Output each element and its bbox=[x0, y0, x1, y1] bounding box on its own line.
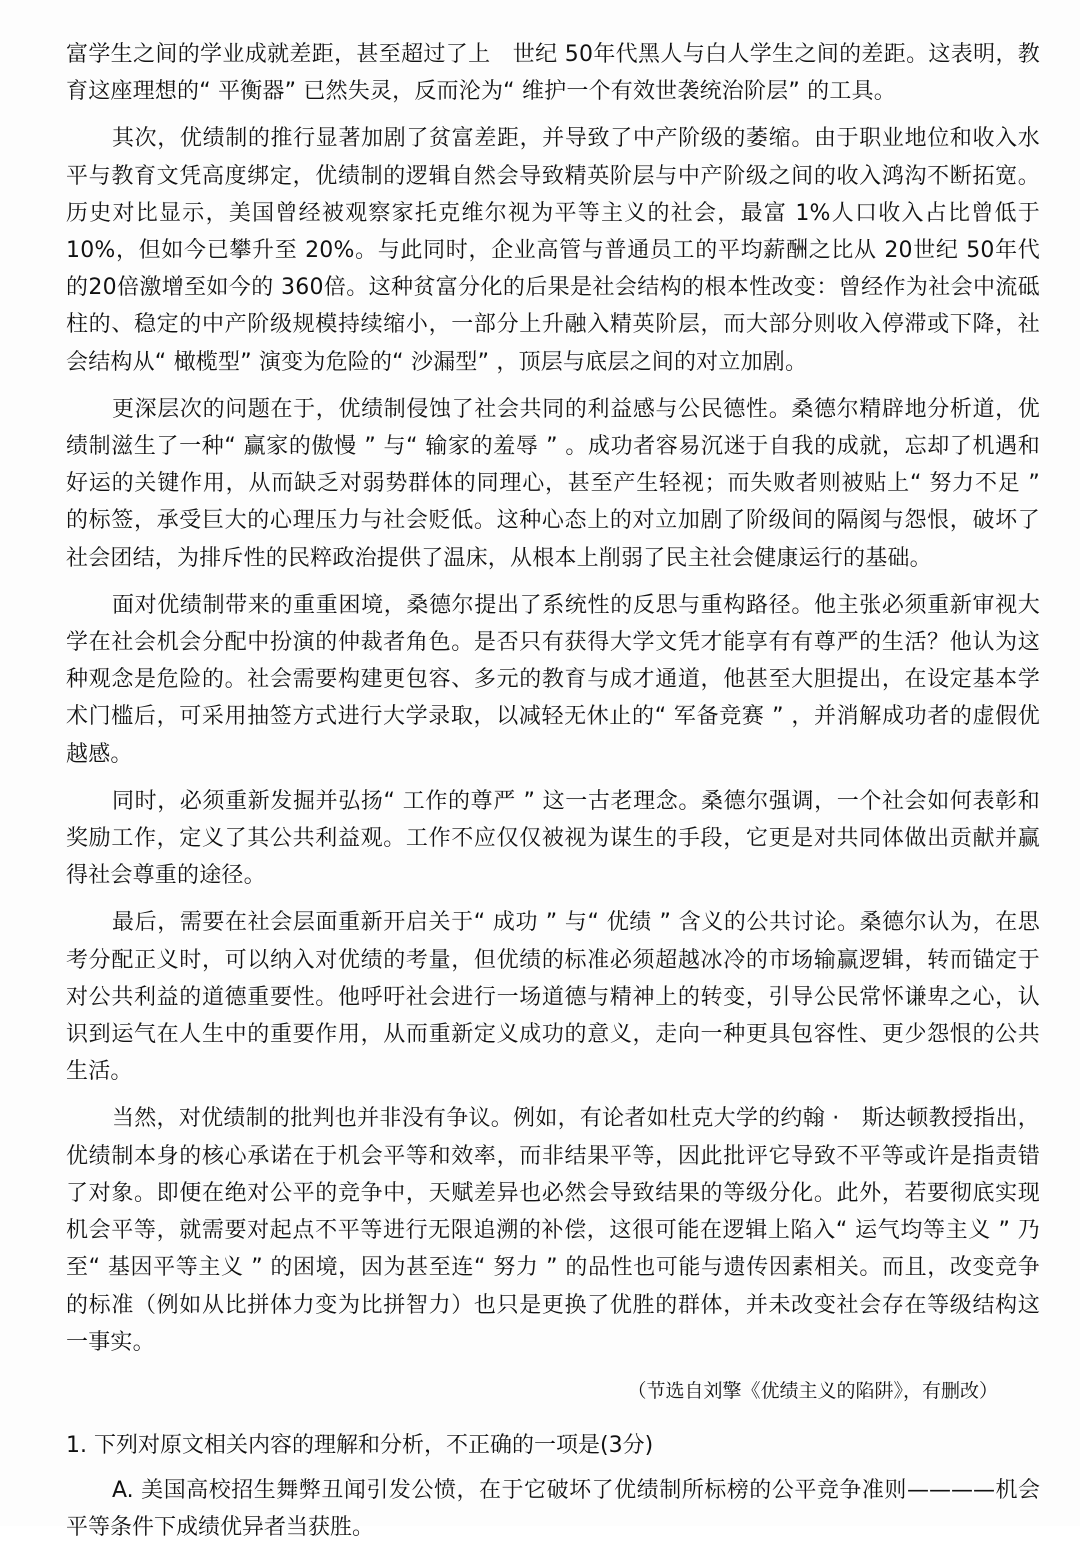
paragraph-1: 富学生之间的学业成就差距，甚至超过了上 世纪 50年代黑人与白人学生之间的差距。这表明，教育这座理想的“ 平衡器” 已然失灵，反而沦为“ 维护一个有效世袭统治阶层” 的工具。 bbox=[66, 42, 1040, 105]
paragraph-5: 同时，必须重新发掘并弘扬“ 工作的尊严 ” 这一古老理念。桑德尔强调，一个社会如何表彰和奖励工作，定义了其公共利益观。工作不应仅仅被视为谋生的手段，它更是对共同体做出贡献并赢得社会尊重的途径。 bbox=[66, 788, 1040, 889]
paragraph-3: 更深层次的问题在于，优绩制侵蚀了社会共同的利益感与公民德性。桑德尔精辟地分析道，优绩制滋生了一种“ 赢家的傲慢 ” 与“ 输家的羞辱 ” 。成功者容易沉迷于自我的成就，忘却了机遇和好运的关键作用，从而缺乏对弱势群体的同理心，甚至产生轻视；而失败者则被贴上“ 努力不足 ” 的标签，承受巨大的心理压力与社会贬低。这种心态上的对立加剧了阶级间的隔阂与怨恨，破坏了社会团结，为排斥性的民粹政治提供了温床，从根本上削弱了民主社会健康运行的基础。 bbox=[66, 396, 1040, 571]
question-option-a: A. 美国高校招生舞弊丑闻引发公愤，在于它破坏了优绩制所标榜的公平竞争准则————机会平等条件下成绩优异者当获胜。 bbox=[66, 1478, 1040, 1541]
question-stem: 1. 下列对原文相关内容的理解和分析，不正确的一项是(3分) bbox=[66, 1432, 654, 1458]
paragraph-7: 当然，对优绩制的批判也并非没有争议。例如，有论者如杜克大学的约翰 · 斯达顿教授指出，优绩制本身的核心承诺在于机会平等和效率，而非结果平等，因此批评它导致不平等或许是指责错了对象。即便在绝对公平的竞争中，天赋差异也必然会导致结果的等级分化。此外，若要彻底实现机会平等，就需要对起点不平等进行无限追溯的补偿，这很可能在逻辑上陷入“ 运气均等主义 ” 乃至“ 基因平等主义 ” 的困境，因为甚至连“ 努力 ” 的品性也可能与遗传因素相关。而且，改变竞争的标准（例如从比拼体力变为比拼智力）也只是更换了优胜的群体，并未改变社会存在等级结构这一事实。 bbox=[66, 1106, 1040, 1355]
paragraph-6: 最后，需要在社会层面重新开启关于“ 成功 ” 与“ 优绩 ” 含义的公共讨论。桑德尔认为，在思考分配正义时，可以纳入对优绩的考量，但优绩的标准必须超越冰冷的市场输赢逻辑，转而锚定于对公共利益的道德重要性。他呼吁社会进行一场道德与精神上的转变，引导公民常怀谦卑之心，认识到运气在人生中的重要作用，从而重新定义成功的意义，走向一种更具包容性、更少怨恨的公共生活。 bbox=[66, 910, 1040, 1085]
paragraph-2: 其次，优绩制的推行显著加剧了贫富差距，并导致了中产阶级的萎缩。由于职业地位和收入水平与教育文凭高度绑定，优绩制的逻辑自然会导致精英阶层与中产阶级之间的收入鸿沟不断拓宽。历史对比显示，美国曾经被观察家托克维尔视为平等主义的社会，最富 1%人口收入占比曾低于 10%，但如今已攀升至 20%。与此同时，企业高管与普通员工的平均薪酬之比从 20世纪 50年代的20倍激增至如今的 360倍。这种贫富分化的后果是社会结构的根本性改变：曾经作为社会中流砥柱的、稳定的中产阶级规模持续缩小，一部分上升融入精英阶层，而大部分则收入停滞或下降，社会结构从“ 橄榄型” 演变为危险的“ 沙漏型” ，顶层与底层之间的对立加剧。 bbox=[66, 126, 1040, 375]
source-citation: （节选自刘擎《优绩主义的陷阱》，有删改） bbox=[627, 1379, 998, 1402]
paragraph-4: 面对优绩制带来的重重困境，桑德尔提出了系统性的反思与重构路径。他主张必须重新审视大学在社会机会分配中扮演的仲裁者角色。是否只有获得大学文凭才能享有有尊严的生活？他认为这种观念是危险的。社会需要构建更包容、多元的教育与成才通道，他甚至大胆提出，在设定基本学术门槛后，可采用抽签方式进行大学录取，以减轻无休止的“ 军备竞赛 ” ，并消解成功者的虚假优越感。 bbox=[66, 592, 1040, 767]
